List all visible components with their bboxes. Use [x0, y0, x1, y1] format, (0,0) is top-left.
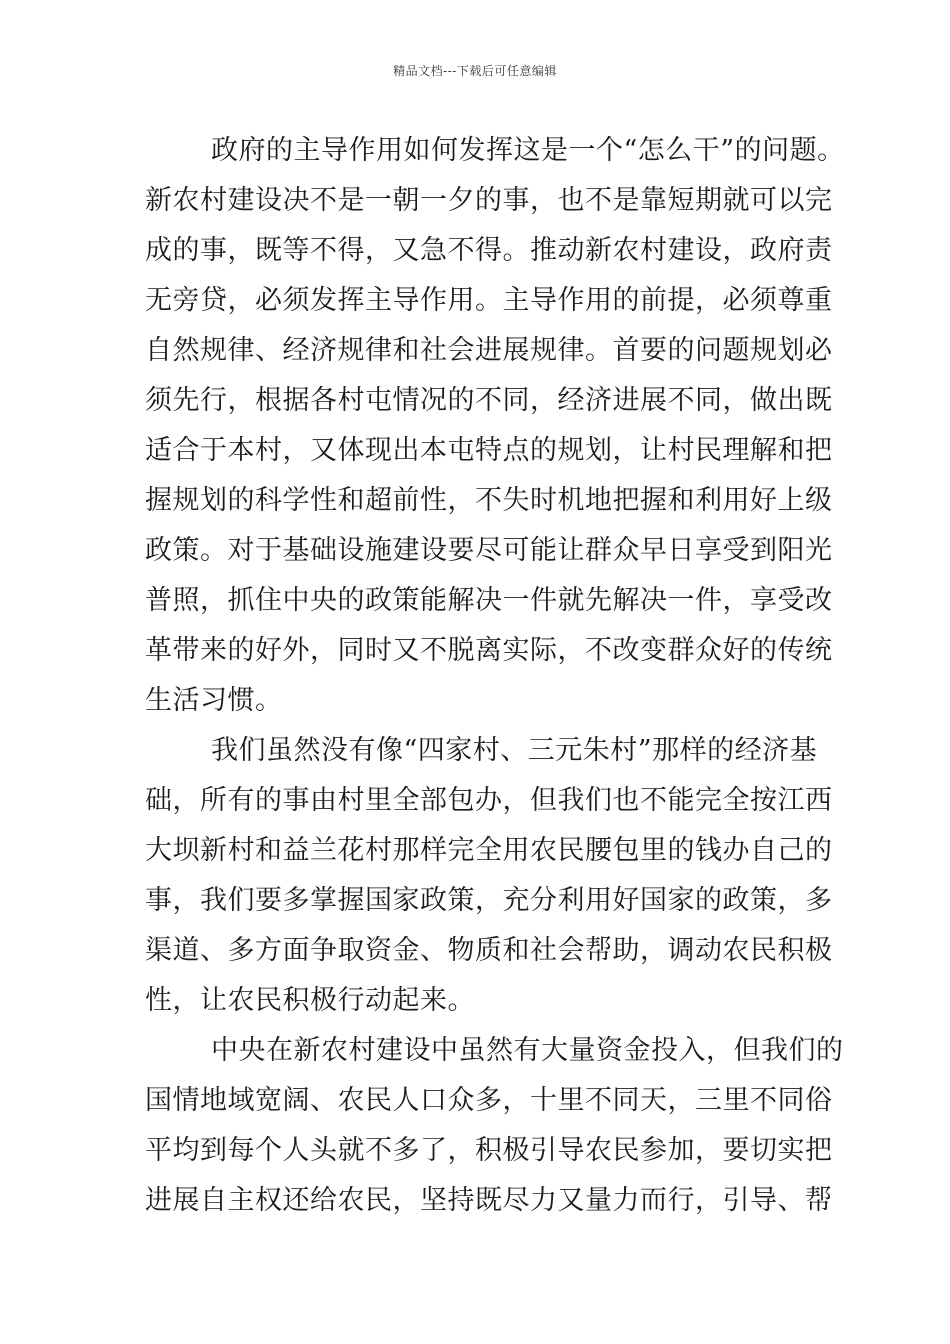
paragraph-1-line: 须先行，根据各村屯情况的不同，经济进展不同，做出既: [145, 385, 833, 416]
paragraph-2-line: 性，让农民积极行动起来。: [145, 985, 475, 1016]
paragraph-1-line: 握规划的科学性和超前性，不失时机地把握和利用好上级: [145, 485, 833, 516]
paragraph-1-line: 普照，抓住中央的政策能解决一件就先解决一件，享受改: [145, 585, 833, 616]
paragraph-1-line: 适合于本村，又体现出本屯特点的规划，让村民理解和把: [145, 435, 833, 466]
paragraph-1-line: 生活习惯。: [145, 685, 283, 716]
page-header: 精品文档---下载后可任意编辑: [393, 64, 557, 78]
paragraph-1-line: 政策。对于基础设施建设要尽可能让群众早日享受到阳光: [145, 535, 833, 566]
paragraph-3-line: 进展自主权还给农民，坚持既尽力又量力而行，引导、帮: [145, 1185, 833, 1216]
paragraph-3-line: 平均到每个人头就不多了，积极引导农民参加，要切实把: [145, 1135, 833, 1166]
paragraph-2-line: 我们虽然没有像“四家村、三元朱村”那样的经济基: [211, 735, 818, 766]
paragraph-3-line: 中央在新农村建设中虽然有大量资金投入，但我们的: [211, 1035, 844, 1066]
paragraph-2-line: 渠道、多方面争取资金、物质和社会帮助，调动农民积极: [145, 935, 833, 966]
document-body: [145, 126, 845, 1226]
paragraph-3-line: 国情地域宽阔、农民人口众多，十里不同天，三里不同俗: [145, 1085, 833, 1116]
paragraph-2-line: 础，所有的事由村里全部包办，但我们也不能完全按江西: [145, 785, 833, 816]
paragraph-1-line: 新农村建设决不是一朝一夕的事，也不是靠短期就可以完: [145, 185, 833, 216]
paragraph-1-line: 成的事，既等不得，又急不得。推动新农村建设，政府责: [145, 235, 833, 266]
paragraph-2-line: 大坝新村和益兰花村那样完全用农民腰包里的钱办自己的: [145, 835, 833, 866]
paragraph-1-line: 无旁贷，必须发挥主导作用。主导作用的前提，必须尊重: [145, 285, 833, 316]
paragraph-1-line: 自然规律、经济规律和社会进展规律。首要的问题规划必: [145, 335, 833, 366]
paragraph-2-line: 事，我们要多掌握国家政策，充分利用好国家的政策，多: [145, 885, 833, 916]
paragraph-1-line: 政府的主导作用如何发挥这是一个“怎么干”的问题。: [211, 135, 845, 166]
paragraph-1-line: 革带来的好外，同时又不脱离实际，不改变群众好的传统: [145, 635, 833, 666]
